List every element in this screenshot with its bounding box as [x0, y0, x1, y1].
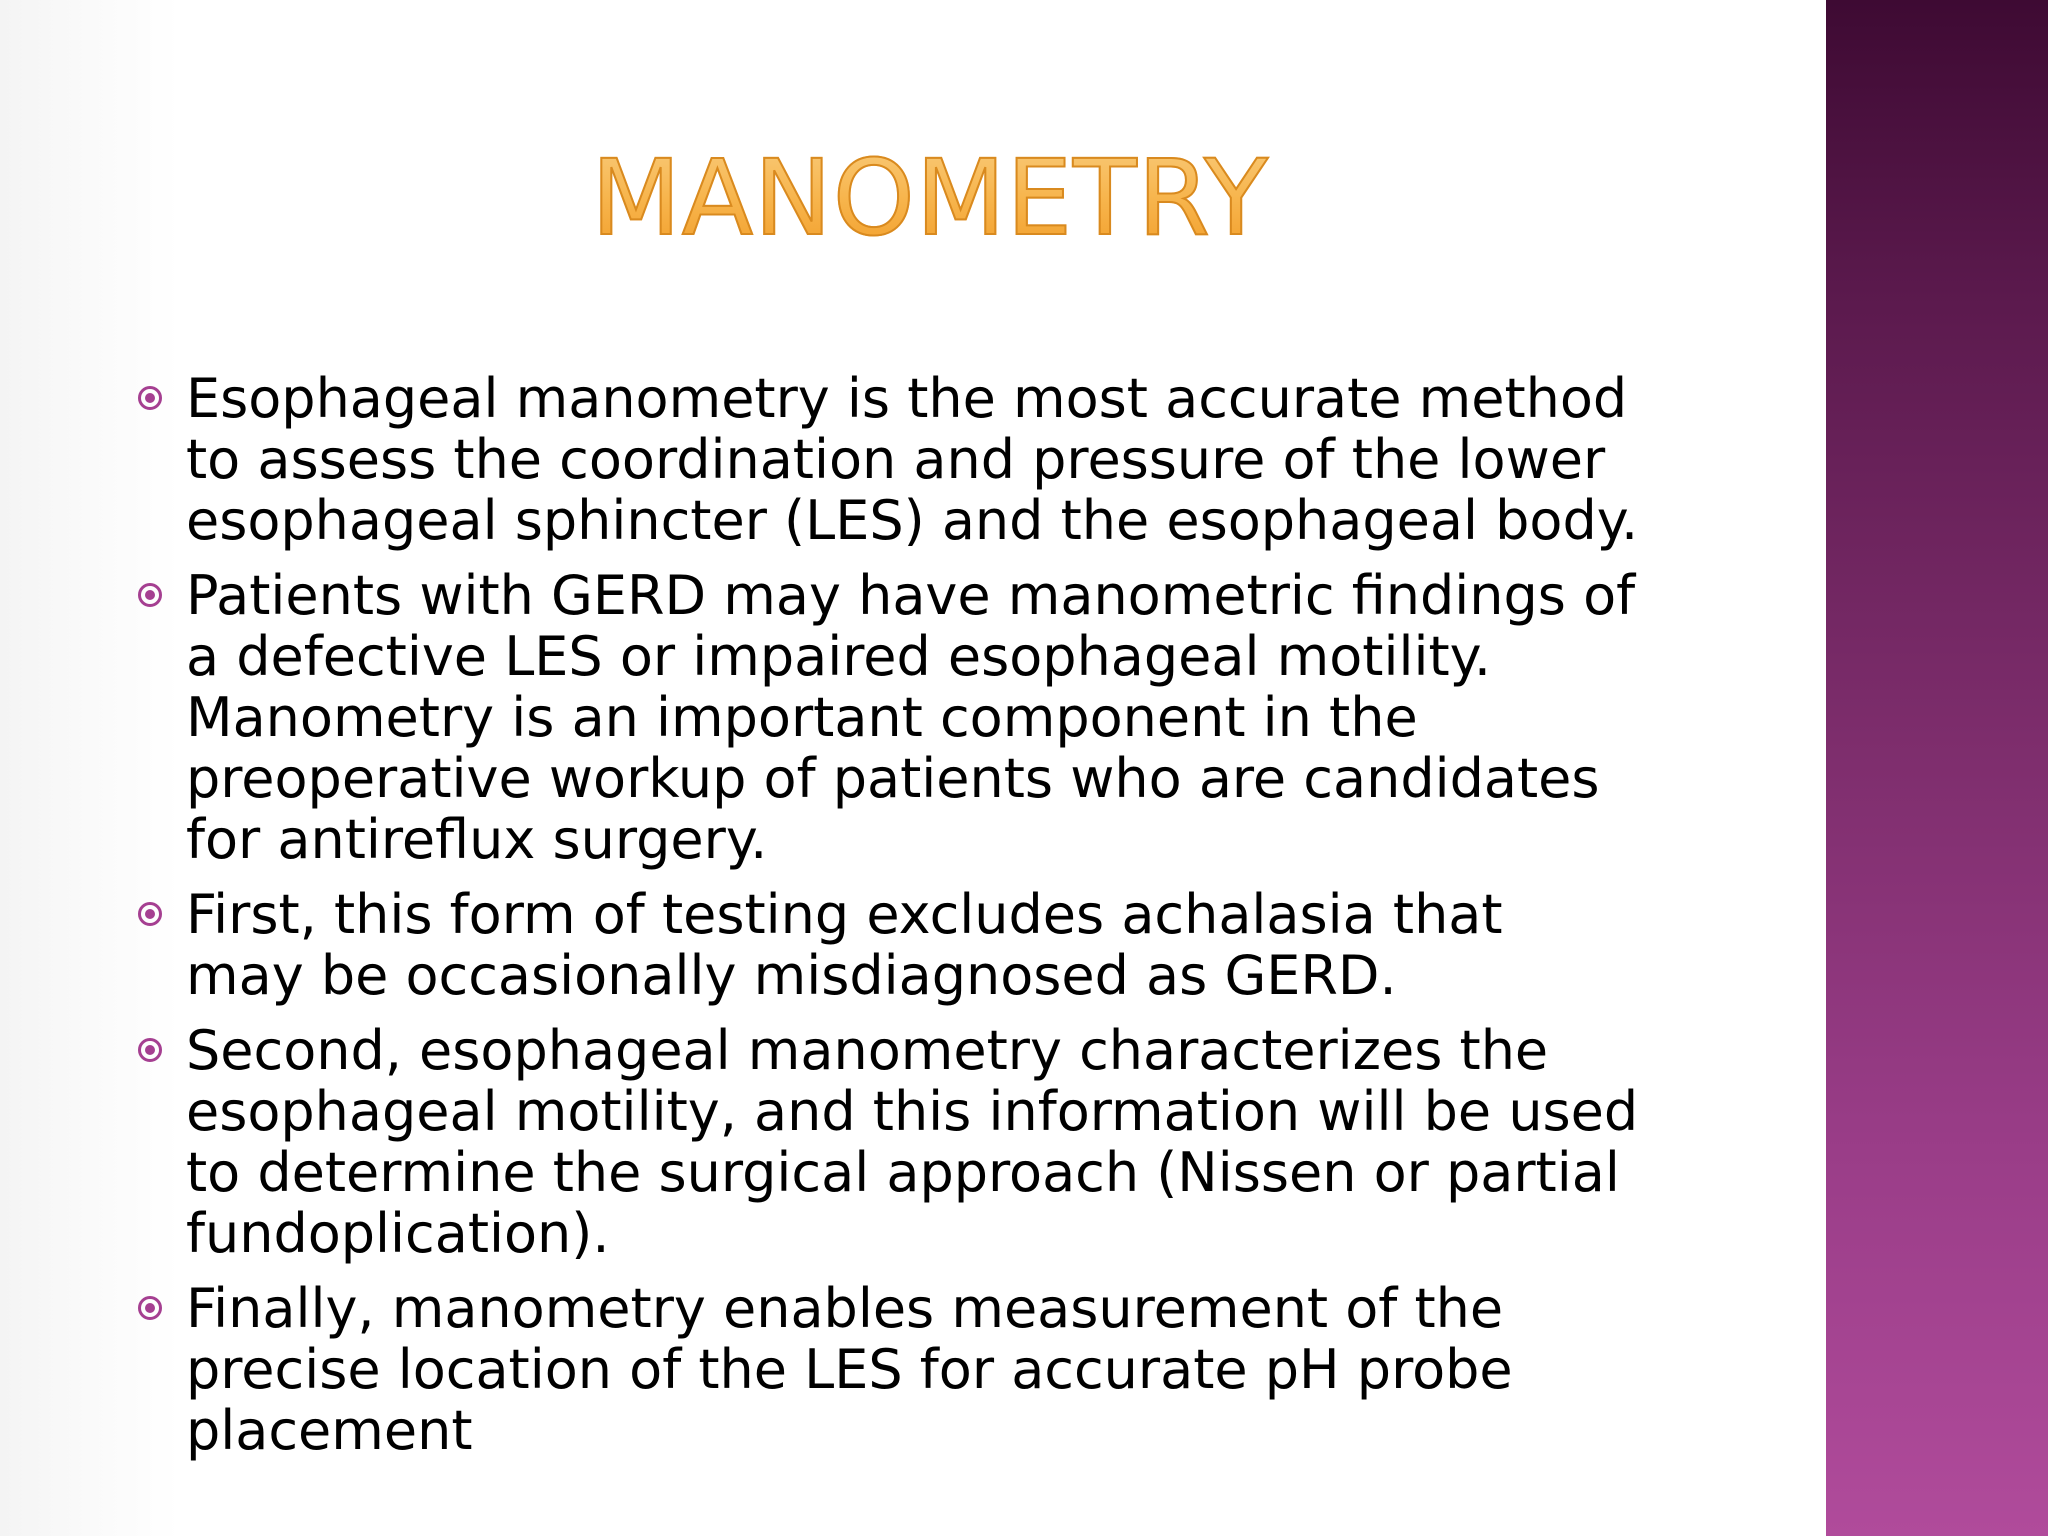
bullet-list — [138, 368, 1698, 1475]
circled-dot-icon — [138, 902, 162, 926]
slide-title: MANOMETRY — [500, 128, 1360, 268]
circled-dot-icon — [138, 583, 162, 607]
bullet-item — [138, 884, 1698, 1006]
circled-dot-icon — [138, 1038, 162, 1062]
bullet-item — [138, 1278, 1698, 1461]
bullet-text: Patients with GERD may have manometric findings of a defective LES or impaired esophageal motility. Manometry is an important component in the preoperative workup of patients who are candidates for antireflux surgery. — [186, 564, 1636, 871]
bullet-item — [138, 565, 1698, 870]
bullet-text: Second, esophageal manometry characterizes the esophageal motility, and this information will be used to determine the surgical approach (Nissen or partial fundoplication). — [186, 1019, 1639, 1265]
decorative-side-band — [1826, 0, 2048, 1536]
bullet-text: First, this form of testing excludes achalasia that may be occasionally misdiagnosed as GERD. — [186, 883, 1503, 1007]
bullet-text: Finally, manometry enables measurement of the precise location of the LES for accurate pH probe placement — [186, 1277, 1513, 1462]
circled-dot-icon — [138, 1296, 162, 1320]
bullet-text: Esophageal manometry is the most accurate method to assess the coordination and pressure of the lower esophageal sphincter (LES) and the esophageal body. — [186, 367, 1639, 552]
bullet-item — [138, 368, 1698, 551]
bullet-item — [138, 1020, 1698, 1264]
circled-dot-icon — [138, 386, 162, 410]
